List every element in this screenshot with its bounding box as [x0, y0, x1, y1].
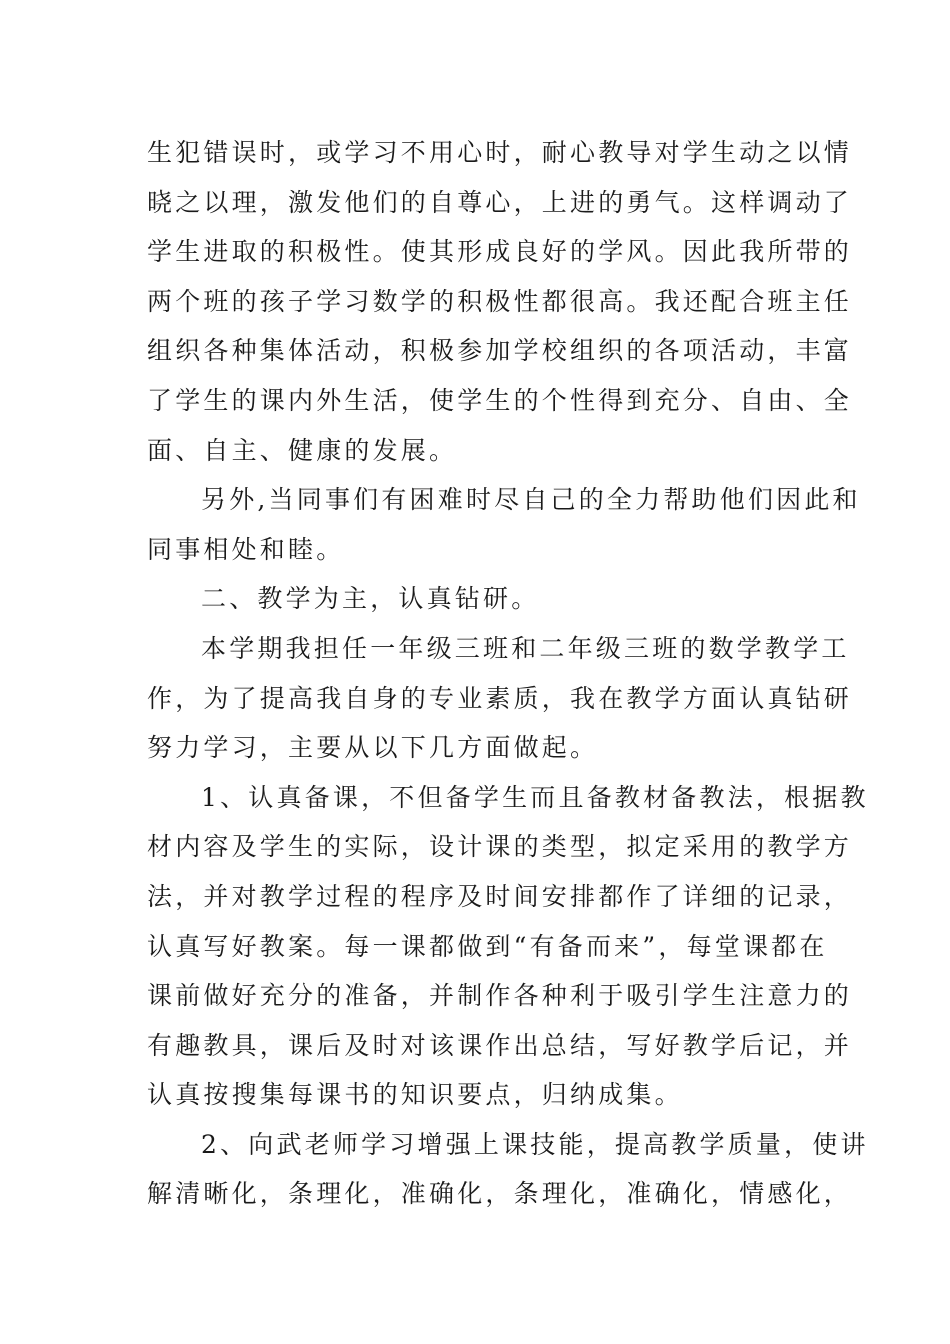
text-line: 学生进取的积极性。使其形成良好的学风。因此我所带的 [147, 237, 853, 267]
text-line: 两个班的孩子学习数学的积极性都很高。我还配合班主任 [147, 286, 853, 316]
text-line: 同事相处和睦。 [147, 534, 345, 564]
paragraph-start-line: 2、向武老师学习增强上课技能，提高教学质量，使讲 [201, 1129, 869, 1159]
text-line: 晓之以理，激发他们的自尊心，上进的勇气。这样调动了 [147, 187, 853, 217]
paragraph-start-line: 另外,当同事们有困难时尽自己的全力帮助他们因此和 [201, 485, 861, 515]
text-line: 法，并对教学过程的程序及时间安排都作了详细的记录， [147, 881, 853, 911]
text-line: 生犯错误时，或学习不用心时，耐心教导对学生动之以情 [147, 138, 853, 167]
text-line: 认真写好教案。每一课都做到“有备而来”，每堂课都在 [147, 931, 828, 961]
text-line: 材内容及学生的实际，设计课的类型，拟定采用的教学方 [147, 832, 853, 862]
paragraph-start-line: 本学期我担任一年级三班和二年级三班的数学教学工 [201, 633, 850, 663]
text-line: 了学生的课内外生活，使学生的个性得到充分、自由、全 [147, 385, 853, 415]
text-line: 面、自主、健康的发展。 [147, 435, 458, 465]
section-heading: 二、教学为主，认真钻研。 [201, 584, 540, 614]
text-line: 认真按搜集每课书的知识要点，归纳成集。 [147, 1080, 683, 1110]
text-line: 组织各种集体活动，积极参加学校组织的各项活动，丰富 [147, 336, 853, 366]
text-line: 努力学习，主要从以下几方面做起。 [147, 733, 599, 763]
paragraph-start-line: 1、认真备课，不但备学生而且备教材备教法，根据教 [201, 782, 869, 812]
text-line: 课前做好充分的准备，并制作各种利于吸引学生注意力的 [147, 981, 853, 1011]
document-body [147, 128, 869, 1219]
text-line: 解清晰化，条理化，准确化，条理化，准确化，情感化， [147, 1179, 853, 1209]
text-line: 作，为了提高我自身的专业素质，我在教学方面认真钻研 [147, 683, 853, 713]
text-line: 有趣教具，课后及时对该课作出总结，写好教学后记，并 [147, 1030, 853, 1060]
